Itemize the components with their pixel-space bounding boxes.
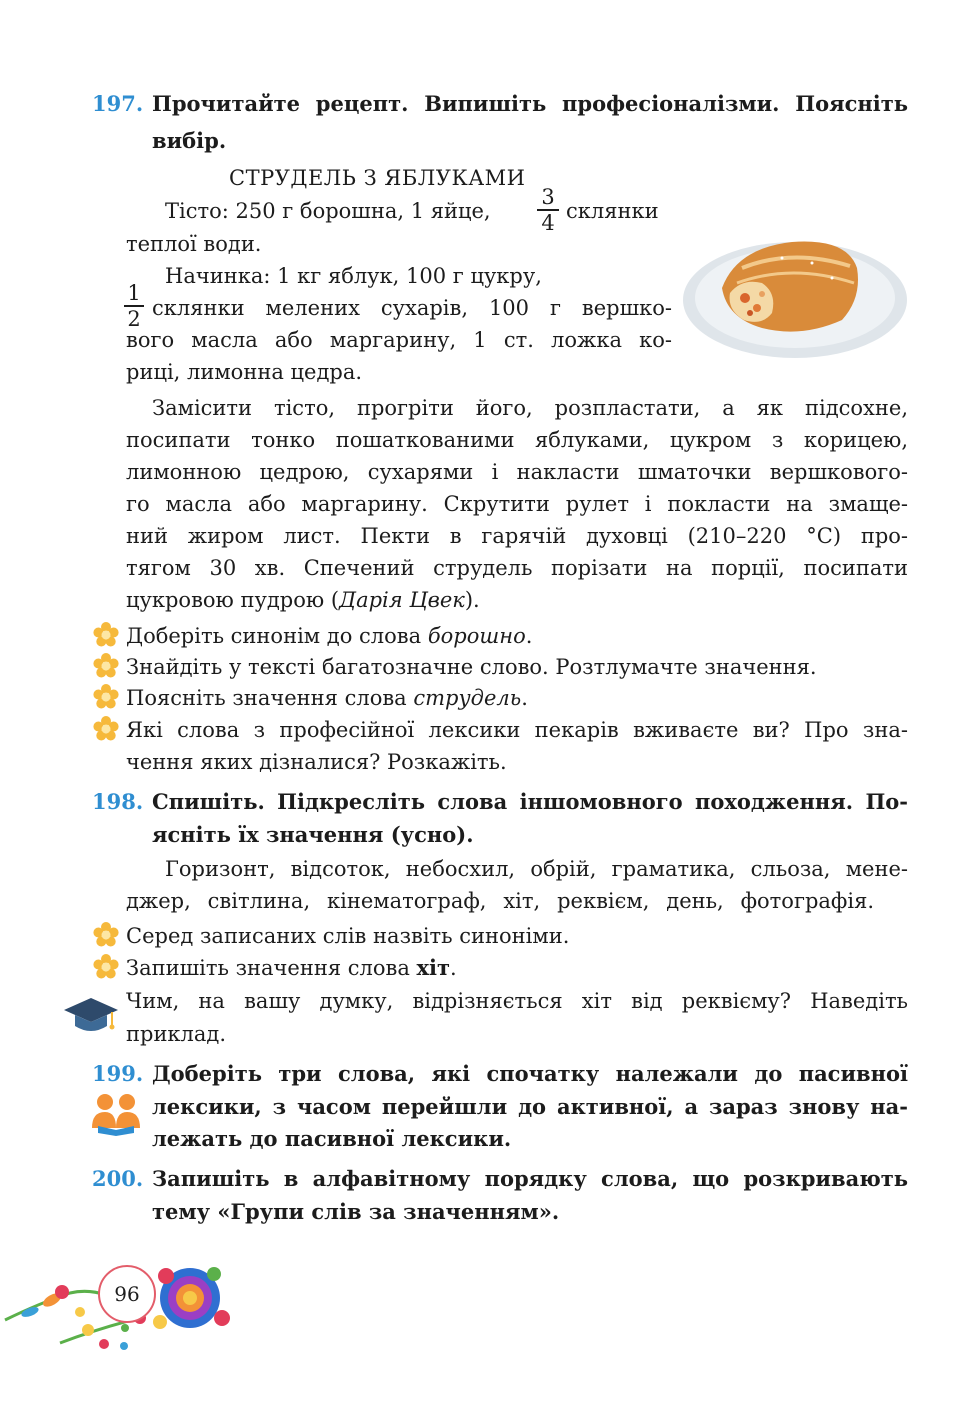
task-200-text-2: тему «Групи слів за значенням». [152, 1199, 560, 1224]
question-198-3-cont: приклад. [126, 1022, 227, 1046]
page-number: 96 [98, 1265, 156, 1323]
flower-bullet-icon [93, 653, 119, 679]
question-197-4: Які слова з професійної лексики пекарів вживаєте ви? Про зна- [126, 718, 908, 742]
filling-text-line4: риці, лимонна цедра. [126, 360, 363, 384]
fraction-one-half [124, 282, 144, 330]
filling-text: Начинка: 1 кг яблук, 100 г цукру, [165, 264, 542, 288]
task-198-words-cont: джер, світлина, кінематограф, хіт, реквієм, день, фотографія. [126, 889, 874, 913]
fraction-numerator: 3 [541, 185, 555, 209]
dough-text-end: склянки [566, 199, 659, 223]
method-line-2: посипати тонко пошаткованими яблуками, цукром з корицею, [126, 428, 908, 452]
method-line-3: лимонною цедрою, сухарями і накласти шматочки вершкового- [126, 460, 908, 484]
question-end: . [450, 956, 457, 980]
task-199-text-2: лексики, з часом перейшли до активної, а зараз знову на- [152, 1094, 908, 1119]
task-number-200: 200. [92, 1166, 144, 1191]
strudel-image [682, 228, 908, 368]
fraction-denominator: 4 [541, 211, 555, 235]
flower-bullet-icon [93, 954, 119, 980]
question-word: хіт [416, 955, 451, 980]
graduation-cap-icon [62, 994, 120, 1036]
recipe-title: СТРУДЕЛЬ З ЯБЛУКАМИ [229, 166, 526, 190]
question-end: . [525, 624, 533, 648]
task-number-197: 197. [92, 91, 144, 116]
question-197-2: Знайдіть у тексті багатозначне слово. Розтлумачте значення. [126, 655, 817, 679]
question-197-3 [126, 682, 528, 714]
question-text: Доберіть синонім до слова [126, 624, 428, 648]
fraction-numerator: 1 [127, 281, 141, 305]
method-line-6: тягом 30 хв. Спечений струдель порізати на порції, посипати [126, 556, 908, 580]
flower-bullet-icon [93, 716, 119, 742]
task-197-instruction: Прочитайте рецепт. Випишіть професіоналізми. Поясніть [152, 91, 908, 116]
question-198-2 [126, 952, 457, 984]
method-line-7 [126, 584, 480, 616]
task-198-words: Горизонт, відсоток, небосхил, обрій, граматика, сльоза, мене- [165, 857, 908, 881]
task-199-text: Доберіть три слова, які спочатку належали до пасивної [152, 1061, 908, 1086]
question-word: борошно [427, 624, 526, 648]
method-last-text: цукровою пудрою ( [126, 588, 340, 612]
filling-text-line3: вого масла або маргарину, 1 ст. ложка ко- [126, 328, 672, 352]
task-199-text-3: лежать до пасивної лексики. [152, 1126, 512, 1151]
question-198-3: Чим, на вашу думку, відрізняється хіт від реквієму? Наведіть [126, 989, 908, 1013]
task-197-instruction-cont: вибір. [152, 128, 227, 153]
question-text: Запишіть значення слова [126, 956, 417, 980]
filling-text-line2: склянки мелених сухарів, 100 г вершко- [152, 296, 672, 320]
task-number-199: 199. [92, 1061, 144, 1086]
dough-text: Тісто: 250 г борошна, 1 яйце, [165, 199, 491, 223]
task-198-instruction-cont: ясніть їх значення (усно). [152, 822, 474, 847]
method-line-1: Замісити тісто, прогріти його, розпластати, а як підсохне, [152, 396, 908, 420]
question-197-4-cont: чення яких дізналися? Розкажіть. [126, 750, 507, 774]
flower-bullet-icon [93, 622, 119, 648]
question-end: . [521, 686, 528, 710]
task-198-instruction: Спишіть. Підкресліть слова іншомовного походження. По- [152, 789, 908, 814]
fraction-three-quarters [537, 186, 559, 234]
fraction-denominator: 2 [127, 307, 141, 331]
task-200-text: Запишіть в алфавітному порядку слова, що розкривають [152, 1166, 908, 1191]
question-197-1 [126, 620, 532, 652]
recipe-author: Дарія Цвек [339, 588, 465, 612]
method-line-5: ний жиром лист. Пекти в гарячій духовці (210–220 °С) про- [126, 524, 908, 548]
method-line-4: го масла або маргарину. Скрутити рулет і покласти на змаще- [126, 492, 908, 516]
flower-bullet-icon [93, 684, 119, 710]
dough-text-line2: теплої води. [126, 232, 262, 256]
pair-work-icon [90, 1092, 142, 1136]
flower-bullet-icon [93, 922, 119, 948]
question-text: Поясніть значення слова [126, 686, 414, 710]
task-number-198: 198. [92, 789, 144, 814]
method-last-end: ). [464, 588, 480, 612]
question-word: струдель [413, 686, 522, 710]
question-198-1: Серед записаних слів назвіть синоніми. [126, 924, 570, 948]
